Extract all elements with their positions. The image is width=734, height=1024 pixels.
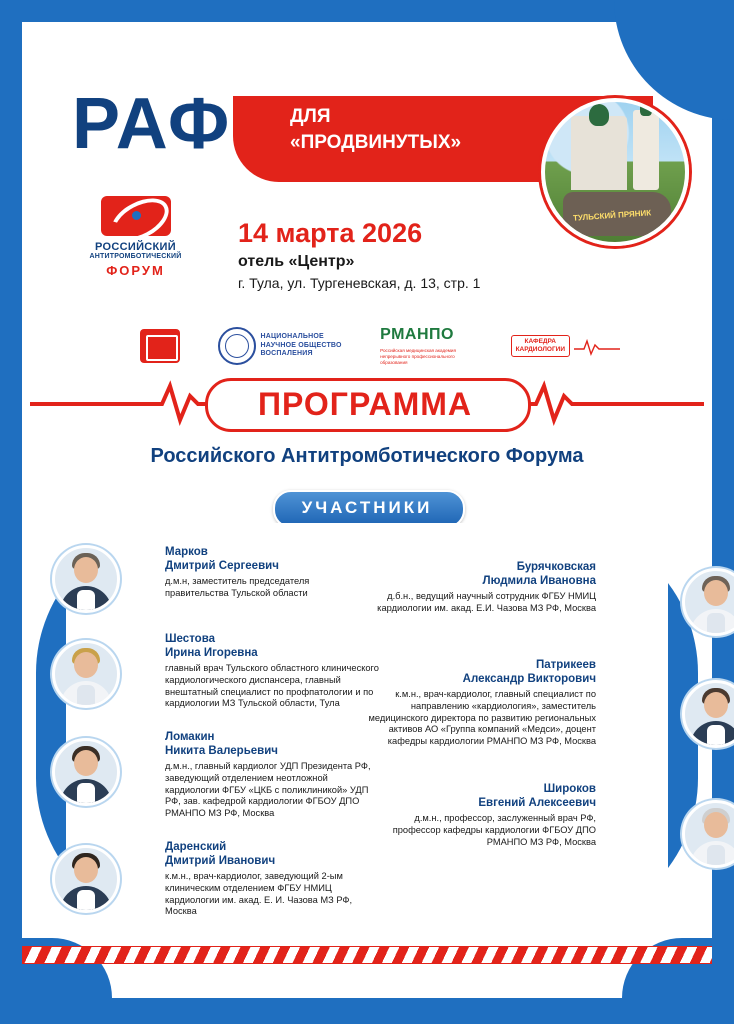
partner-nno-label: НАЦИОНАЛЬНОЕ НАУЧНОЕ ОБЩЕСТВО ВОСПАЛЕНИЯ xyxy=(260,332,342,358)
belltower-dome-shape xyxy=(640,100,652,116)
nno-icon xyxy=(218,327,256,365)
participant-description: д.м.н., профессор, заслуженный врач РФ, профессор кафедры кардиологии ФГБОУ ДПО РМАНПО МЗ РФ, Москва xyxy=(392,812,596,847)
participant-info xyxy=(366,782,596,848)
partner-nno-logo xyxy=(218,327,341,365)
participant-name: Дмитрий Иванович xyxy=(165,855,276,868)
header-banner-text xyxy=(290,104,570,155)
participant-name: Никита Валерьевич xyxy=(165,745,278,758)
participant-name: Людмила Ивановна xyxy=(482,575,596,588)
belltower-shape xyxy=(633,110,659,190)
participant-surname: Широков xyxy=(543,783,596,795)
forum-logo xyxy=(78,196,193,306)
participant-surname: Даренский xyxy=(165,841,227,853)
participants-label: УЧАСТНИКИ xyxy=(301,498,433,517)
event-date: 14 марта 2026 xyxy=(238,218,423,248)
partner-rmanpo-logo xyxy=(380,326,472,365)
church-shape xyxy=(571,116,627,190)
participant-description: д.м.н., главный кардиолог УДП Президента РФ, заведующий отделением неотложной кардиологии ФГБУ «ЦКБ с поликлиникой» УДП РФ, зав. кафедрой кардиологии ФГБОУ ДПО РМАНПО МЗ РФ, Москва xyxy=(165,760,371,819)
partner-logos xyxy=(140,322,620,370)
avatar xyxy=(52,545,120,613)
event-venue: отель «Центр» xyxy=(238,253,355,270)
participant-surname: Бурячковская xyxy=(516,561,596,573)
forum-logo-line-2: АНТИТРОМБОТИЧЕСКИЙ xyxy=(89,253,182,260)
avatar xyxy=(52,845,120,913)
banner-line-2: «ПРОДВИНУТЫХ» xyxy=(290,131,462,153)
participant-surname: Шестова xyxy=(165,633,216,645)
bottom-stripes xyxy=(22,946,712,964)
partner-rmanpo-sublabel: Российская медицинская академия непрерывного профессионального образования xyxy=(380,348,456,365)
ecg-icon xyxy=(574,335,620,357)
participant-surname: Марков xyxy=(165,546,208,558)
program-subtitle: Российского Антитромботического Форума xyxy=(150,445,584,467)
partner-kafedra-logo xyxy=(511,335,620,357)
forum-logo-line-1: РОССИЙСКИЙ xyxy=(95,241,176,253)
participant-info xyxy=(376,560,596,615)
page-title: РАФ xyxy=(72,84,232,164)
participant-info xyxy=(165,632,380,710)
partner-rmanpo-label: РМАНПО xyxy=(380,326,454,344)
avatar xyxy=(52,738,120,806)
kafedra-badge: КАФЕДРА КАРДИОЛОГИИ xyxy=(511,335,570,357)
participant-name: Ирина Игоревна xyxy=(165,647,258,660)
participant-name: Евгений Алексеевич xyxy=(478,797,596,810)
participant-surname: Ломакин xyxy=(165,731,215,743)
participant-name: Дмитрий Сергеевич xyxy=(165,560,279,573)
dome-shape xyxy=(589,104,609,126)
participant-info xyxy=(165,840,380,918)
participant-description: д.м.н, заместитель председателя правительства Тульской области xyxy=(165,575,310,598)
participant-info xyxy=(165,730,380,820)
event-address: г. Тула, ул. Тургеневская, д. 13, стр. 1 xyxy=(238,275,481,291)
photo-caption: ТУЛЬСКИЙ ПРЯНИК xyxy=(572,208,652,223)
participant-description: д.б.н., ведущий научный сотрудник ФГБУ НМИЦ кардиологии им. акад. Е.И. Чазова МЗ РФ, Москва xyxy=(377,590,596,613)
partner-red-book-logo xyxy=(140,329,180,363)
participant-description: к.м.н., врач-кардиолог, заведующий 2-ым клиническим отделением ФГБУ НМИЦ кардиологии им. акад. Е. И. Чазова МЗ РФ, Москва xyxy=(165,870,353,917)
participant-description: к.м.н., врач-кардиолог, главный специалист по направлению «кардиология», заместитель медицинского директора по развитию региональных активов АО «Группа компаний «Медси», доцент кафедры кардиологии РМАНПО МЗ РФ, Москва xyxy=(368,688,596,747)
participant-name: Александр Викторович xyxy=(462,673,596,686)
program-title: ПРОГРАММА xyxy=(257,386,472,422)
participant-info xyxy=(165,545,375,600)
participant-surname: Патрикеев xyxy=(535,659,596,671)
bottom-blue-bar xyxy=(0,998,734,1024)
avatar xyxy=(52,640,120,708)
participant-info xyxy=(366,658,596,748)
banner-line-1: ДЛЯ xyxy=(290,106,331,127)
forum-logo-line-3: ФОРУМ xyxy=(106,263,165,279)
participant-description: главный врач Тульского областного клинического кардиологического диспансера, главный внештатный специалист по профпатологии и по кардиологии МЗ Тульской области, Тула xyxy=(165,662,379,709)
forum-logo-icon xyxy=(101,196,171,238)
tula-photo xyxy=(541,98,689,246)
red-book-icon xyxy=(140,329,180,363)
